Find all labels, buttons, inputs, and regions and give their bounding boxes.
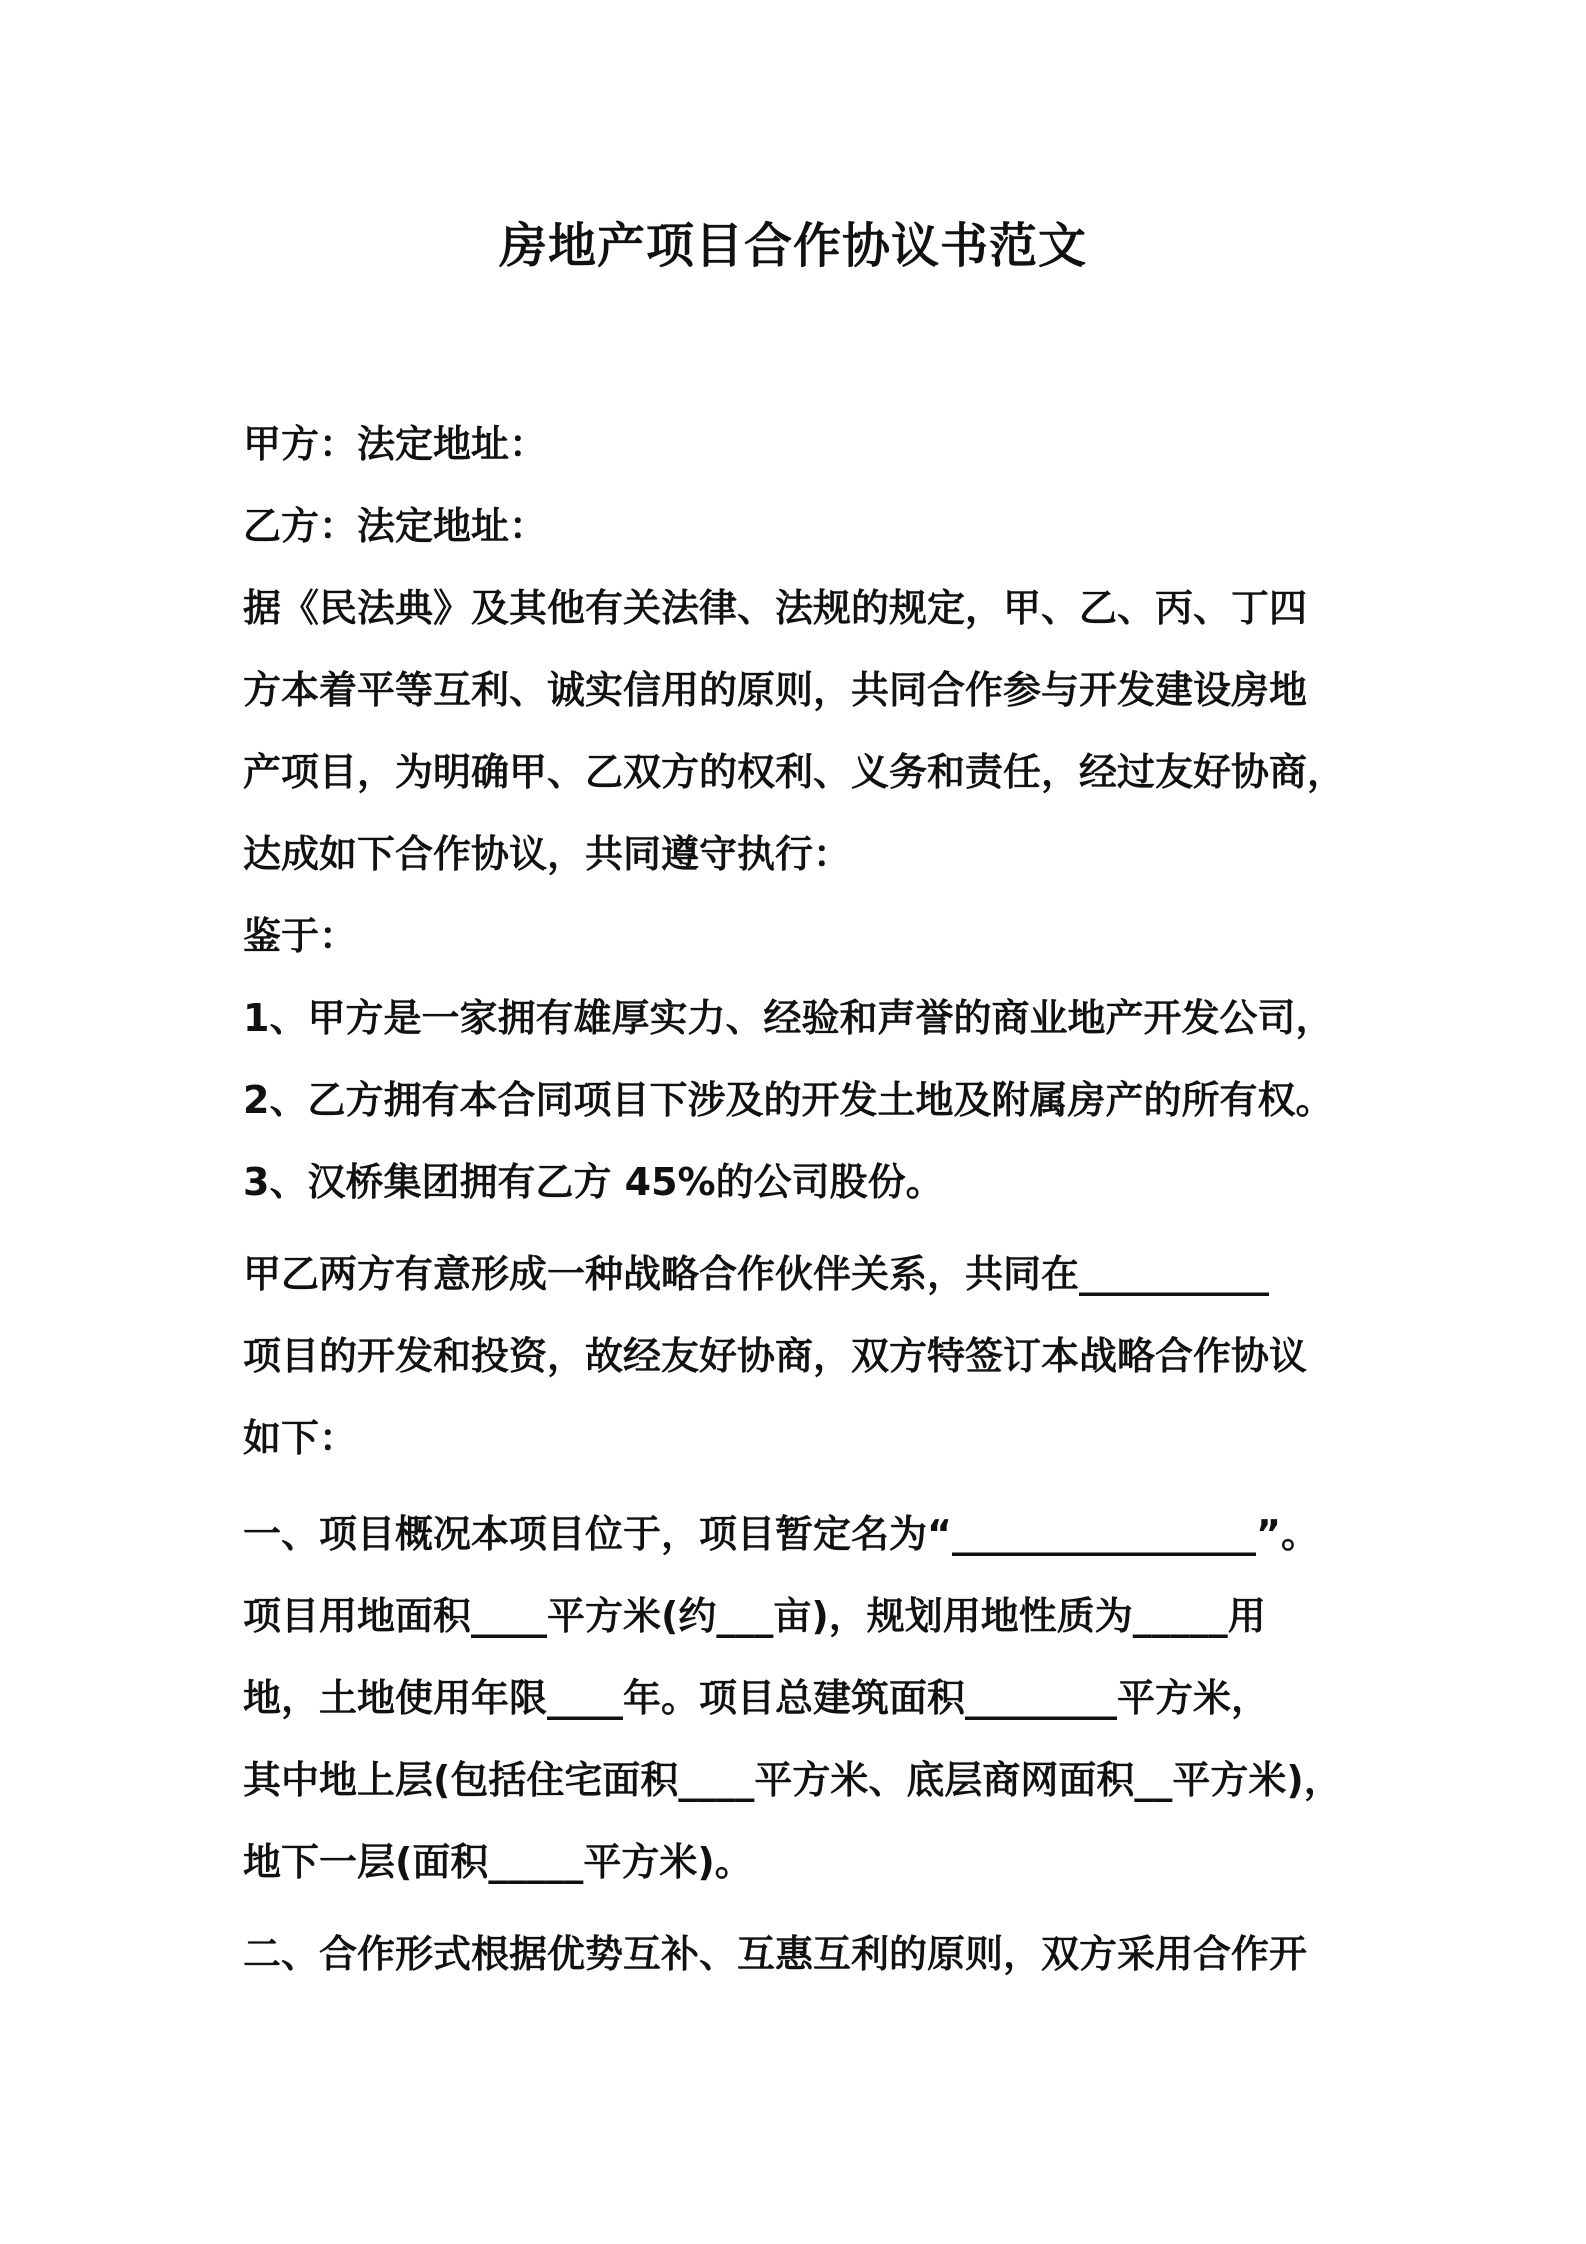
section-2-line-1: 二、合作形式根据优势互补、互惠互利的原则，双方采用合作开	[243, 1932, 1308, 1976]
preamble-line-1: 据《民法典》及其他有关法律、法规的规定，甲、乙、丙、丁四	[243, 586, 1308, 630]
preamble-line-2: 方本着平等互利、诚实信用的原则，共同合作参与开发建设房地	[243, 668, 1308, 712]
section-1-line-5: 地下一层(面积_____平方米)。	[243, 1840, 753, 1884]
document-title: 房地产项目合作协议书范文	[498, 218, 1087, 274]
whereas-item-1: 1、甲方是一家拥有雄厚实力、经验和声誉的商业地产开发公司，	[243, 996, 1334, 1040]
spacer	[243, 1479, 1373, 1493]
spacer	[243, 1903, 1373, 1913]
preamble-line-4: 达成如下合作协议，共同遵守执行：	[243, 832, 852, 876]
party-b-line: 乙方：法定地址：	[243, 504, 548, 548]
intent-line-3: 如下：	[243, 1416, 358, 1460]
section-1-line-3: 地，土地使用年限____年。项目总建筑面积________平方米，	[243, 1676, 1270, 1720]
whereas-item-2: 2、乙方拥有本合同项目下涉及的开发土地及附属房产的所有权。	[243, 1078, 1334, 1122]
preamble-line-3: 产项目，为明确甲、乙双方的权利、义务和责任，经过友好协商，	[243, 750, 1346, 794]
whereas-heading: 鉴于：	[243, 914, 358, 958]
section-1-line-1: 一、项目概况本项目位于，项目暂定名为“________________”。	[243, 1512, 1319, 1556]
section-1-line-4: 其中地上层(包括住宅面积____平方米、底层商网面积__平方米)，	[243, 1758, 1342, 1802]
intent-line-1: 甲乙两方有意形成一种战略合作伙伴关系，共同在__________	[243, 1252, 1270, 1296]
section-1-line-2: 项目用地面积____平方米(约___亩)，规划用地性质为_____用	[243, 1594, 1266, 1638]
spacer	[243, 1223, 1373, 1233]
party-a-line: 甲方：法定地址：	[243, 422, 548, 466]
document-body	[243, 403, 1373, 1995]
intent-line-2: 项目的开发和投资，故经友好协商，双方特签订本战略合作协议	[243, 1334, 1308, 1378]
whereas-item-3: 3、汉桥集团拥有乙方 45%的公司股份。	[243, 1160, 944, 1204]
